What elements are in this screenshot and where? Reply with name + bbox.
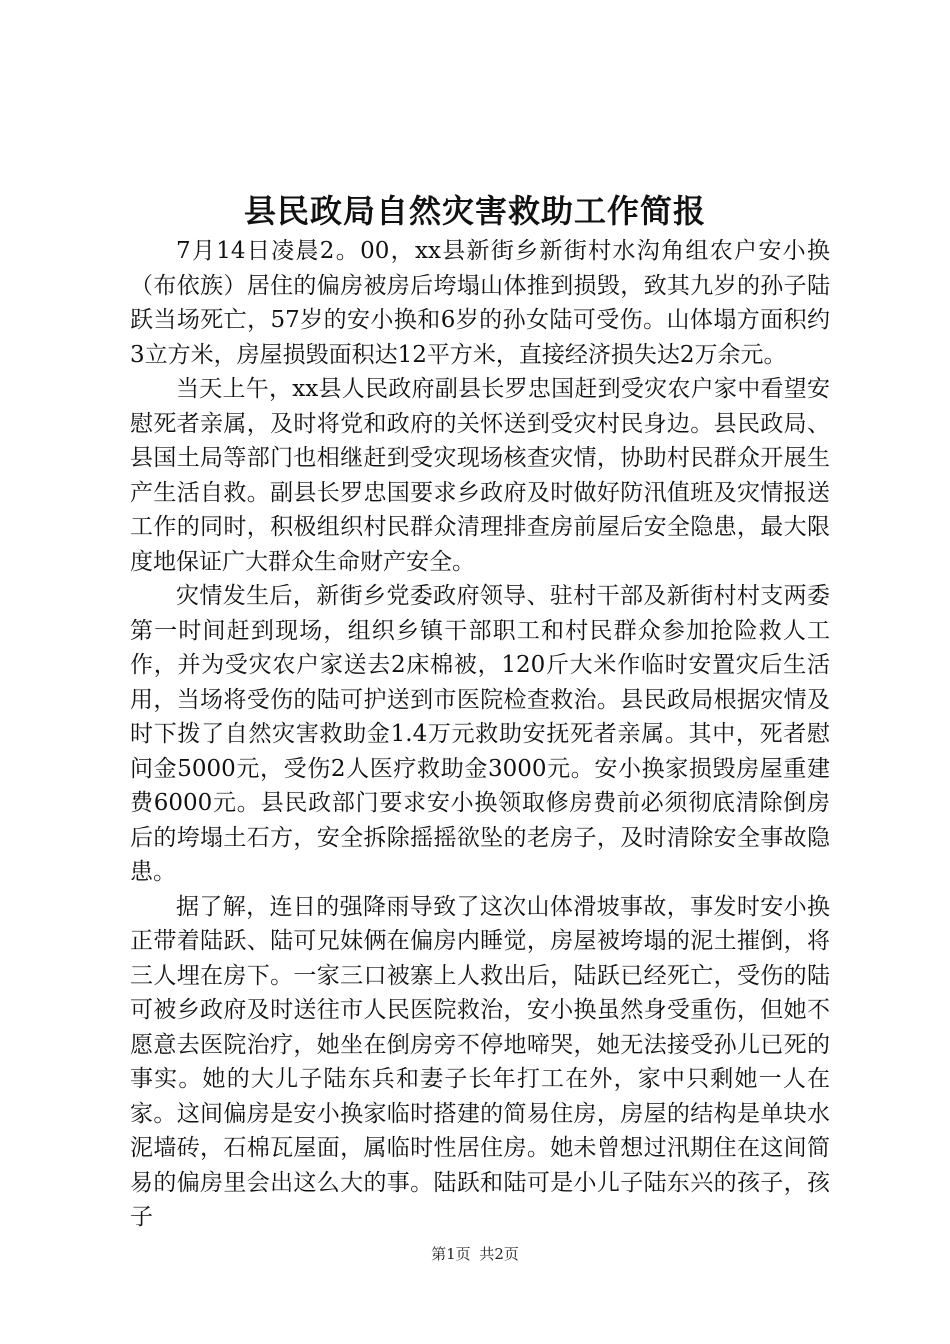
document-body <box>130 234 830 1235</box>
paragraph-1: 7月14日凌晨2。00，xx县新街乡新街村水沟角组农户安小换（布依族）居住的偏房被房后垮塌山体推到损毁，致其九岁的孙子陆跃当场死亡，57岁的安小换和6岁的孙女陆可受伤。山体塌方面积约3立方米，房屋损毁面积达12平方米，直接经济损失达2万余元。 <box>130 238 830 368</box>
document-title: 县民政局自然灾害救助工作简报 <box>243 192 706 230</box>
page-footer <box>0 1244 950 1264</box>
paragraph-4: 据了解，连日的强降雨导致了这次山体滑坡事故，事发时安小换正带着陆跃、陆可兄妹俩在偏房内睡觉，房屋被垮塌的泥土摧倒，将三人埋在房下。一家三口被寨上人救出后，陆跃已经死亡，受伤的陆可被乡政府及时送往市人民医院救治，安小换虽然身受重伤，但她不愿意去医院治疗，她坐在倒房旁不停地啼哭，她无法接受孙儿已死的事实。她的大儿子陆东兵和妻子长年打工在外，家中只剩她一人在家。这间偏房是安小换家临时搭建的简易住房，房屋的结构是单块水泥墙砖，石棉瓦屋面，属临时性居住房。她未曾想过汛期住在这间简易的偏房里会出这么大的事。陆跃和陆可是小儿子陆东兴的孩子，孩子 <box>130 893 830 1230</box>
page-total: 共2页 <box>479 1245 519 1263</box>
page-number: 第1页 <box>431 1245 471 1263</box>
paragraph-3: 灾情发生后，新街乡党委政府领导、驻村干部及新街村村支两委第一时间赶到现场，组织乡镇干部职工和村民群众参加抢险救人工作，并为受灾农户家送去2床棉被，120斤大米作临时安置灾后生活用，当场将受伤的陆可护送到市医院检查救治。县民政局根据灾情及时下拨了自然灾害救助金1.4万元救助安抚死者亲属。其中，死者慰问金5000元，受伤2人医疗救助金3000元。安小换家损毁房屋重建费6000元。县民政部门要求安小换领取修房费前必须彻底清除倒房后的垮塌土石方，安全拆除摇摇欲坠的老房子，及时清除安全事故隐患。 <box>130 583 830 885</box>
paragraph-2: 当天上午，xx县人民政府副县长罗忠国赶到受灾农户家中看望安慰死者亲属，及时将党和政府的关怀送到受灾村民身边。县民政局、县国土局等部门也相继赶到受灾现场核查灾情，协助村民群众开展生产生活自救。副县长罗忠国要求乡政府及时做好防汛值班及灾情报送工作的同时，积极组织村民群众清理排查房前屋后安全隐患，最大限度地保证广大群众生命财产安全。 <box>130 376 830 575</box>
